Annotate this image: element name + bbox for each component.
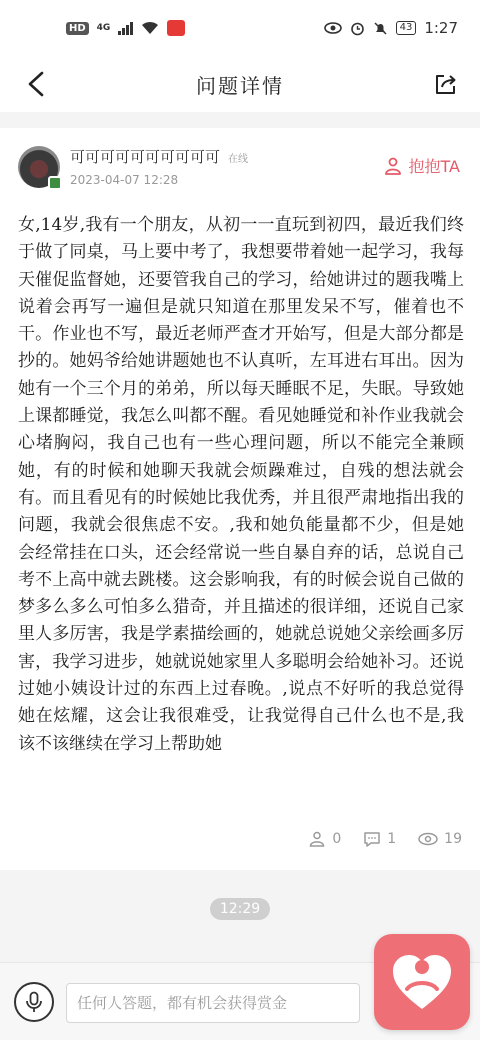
avatar[interactable] bbox=[18, 146, 60, 188]
comment-icon bbox=[363, 830, 381, 848]
mute-icon bbox=[373, 21, 388, 36]
eye-icon bbox=[324, 22, 342, 34]
time-divider: 12:29 bbox=[210, 898, 270, 920]
heart-float-button[interactable] bbox=[374, 934, 470, 1030]
hug-icon bbox=[383, 156, 403, 176]
post-stats bbox=[308, 830, 462, 848]
heart-icon bbox=[391, 953, 453, 1011]
signal-icon bbox=[118, 21, 133, 35]
page-title: 问题详情 bbox=[196, 73, 284, 98]
author-name[interactable]: 可可可可可可可可可可 bbox=[70, 148, 221, 166]
view-count-stat bbox=[418, 830, 462, 848]
hug-count-stat[interactable] bbox=[308, 830, 341, 848]
comment-count: 1 bbox=[387, 831, 397, 847]
back-button[interactable] bbox=[20, 68, 52, 100]
eye-icon bbox=[418, 832, 438, 846]
voice-input-button[interactable] bbox=[14, 982, 54, 1022]
author-row bbox=[18, 146, 462, 196]
comment-count-stat[interactable] bbox=[363, 830, 396, 848]
view-count: 19 bbox=[444, 831, 462, 847]
status-left bbox=[66, 20, 185, 36]
answer-input[interactable] bbox=[66, 983, 360, 1023]
hd-badge: HD bbox=[66, 22, 89, 35]
nav-bar bbox=[0, 56, 480, 112]
hug-label: 抱抱TA bbox=[408, 157, 460, 176]
microphone-icon bbox=[25, 991, 43, 1013]
battery-icon: 43 bbox=[396, 21, 417, 35]
back-arrow-icon bbox=[27, 71, 45, 97]
app-notification-icon bbox=[167, 20, 185, 36]
question-content: 女,14岁,我有一个朋友，从初一一直玩到初四，最近我们终于做了同桌，马上要中考了，我想要带着她一起学习，我每天催促监督她，还要管我自己的学习，给她讲过的题我嘴上说着会再写一遍但是就只知道在那里发呆不写，催着也不干。作业也不写，最近老师严查才开始写，但是大部分都是抄的。她妈爷给她讲题她也不认真听，左耳进右耳出。因为她有一个三个月的弟弟，所以每天睡眠不足，失眠。导致她上课都睡觉，我怎么叫都不醒。看见她睡觉和补作业我就会心堵胸闷，我自己也有一些心理问题，所以不能完全兼顾她，有的时候和她聊天我就会烦躁难过，自残的想法就会有。而且看见有的时候她比我优秀，并且很严肃地指出我的问题，我就会很焦虑不安。,我和她负能量都不少，但是她会经常挂在口头，还会经常说一些自暴自弃的话，总说自己考不上高中就去跳楼。这会影响我，有的时候会说自己做的梦多么多么可怕多么猎奇，并且描述的很详细，还说自己家里人多厉害，我是学素描绘画的，她就总说她父亲绘画多厉害，我学习进步，她就说她家里人多聪明会给她补习。还说过她小姨设计过的东西上过春晚。,说点不好听的我总觉得她在炫耀，这会让我很难受，让我觉得自己什么也不是,我该不该继续在学习上帮助她 bbox=[18, 215, 464, 754]
author-name-line bbox=[70, 146, 248, 167]
status-bar bbox=[0, 0, 480, 56]
hug-button[interactable] bbox=[383, 154, 460, 177]
wifi-icon bbox=[141, 21, 159, 35]
status-right bbox=[324, 19, 458, 37]
avatar-badge-icon bbox=[48, 176, 62, 190]
share-button[interactable] bbox=[430, 68, 462, 100]
alarm-icon bbox=[350, 21, 365, 36]
share-icon bbox=[434, 72, 458, 96]
online-status: 在线 bbox=[228, 154, 249, 165]
hug-count-icon bbox=[308, 830, 326, 848]
network-label: 4G bbox=[96, 23, 111, 33]
question-card bbox=[0, 128, 480, 870]
clock: 1:27 bbox=[424, 19, 458, 37]
post-date: 2023-04-07 12:28 bbox=[70, 173, 179, 187]
author-info bbox=[70, 146, 248, 187]
hug-count: 0 bbox=[332, 831, 342, 847]
